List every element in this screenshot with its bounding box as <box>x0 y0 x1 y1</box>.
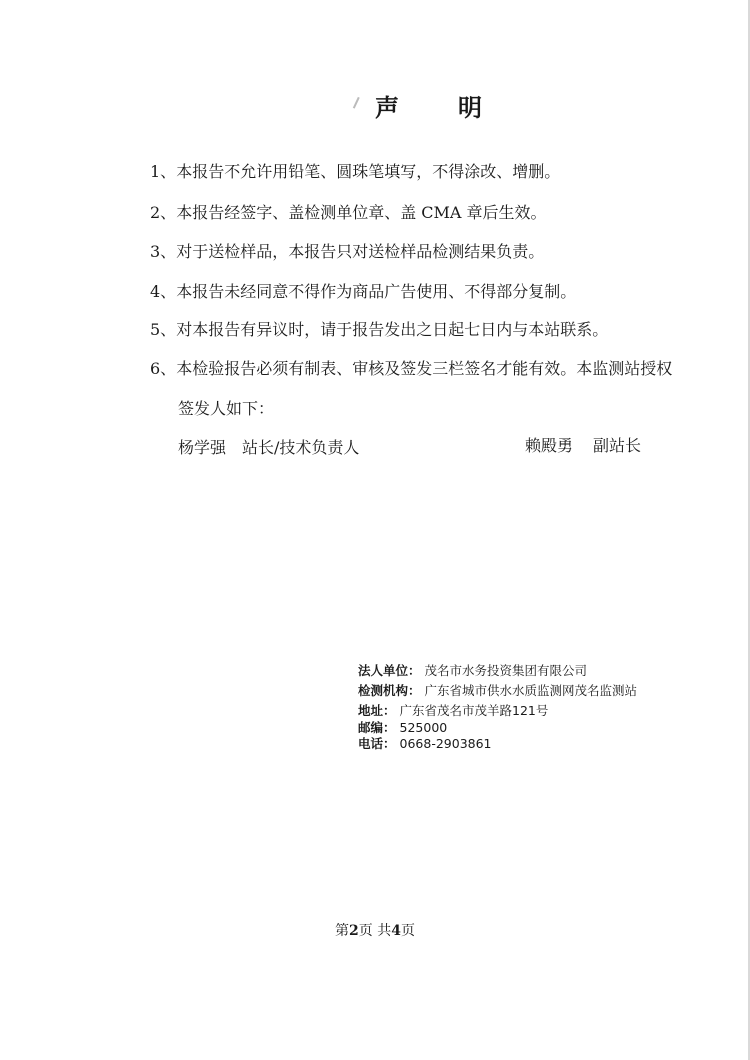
statement-text: 本报告经签字、盖检测单位章、盖 CMA 章后生效。 <box>176 203 547 222</box>
statement-number: 4、 <box>150 282 177 301</box>
phone-label: 电话： <box>358 736 396 751</box>
legal-unit-value: 茂名市水务投资集团有限公司 <box>424 663 588 678</box>
statement-6-continuation: 签发人如下： <box>178 399 275 418</box>
signer-title: 副站长 <box>593 436 642 455</box>
statement-number: 6、 <box>150 359 177 378</box>
agency-label: 检测机构： <box>358 683 421 698</box>
statement-number: 5、 <box>150 320 177 339</box>
address-label: 地址： <box>358 703 396 718</box>
statement-3 <box>150 242 544 262</box>
signer-name: 杨学强 <box>178 438 227 457</box>
postcode-line <box>358 720 447 736</box>
title-char-2: 明 <box>458 94 482 122</box>
footer-total: 4 <box>391 923 401 939</box>
statement-text: 本检验报告必须有制表、审核及签发三栏签名才能有效。本监测站授权 <box>176 359 673 378</box>
statement-1 <box>150 162 560 182</box>
statement-number: 2、 <box>150 203 177 222</box>
phone-value: 0668-2903861 <box>399 736 492 751</box>
agency-value: 广东省城市供水水质监测网茂名监测站 <box>424 683 638 698</box>
postcode-label: 邮编： <box>358 720 396 735</box>
agency-line <box>358 683 637 699</box>
footer-page: 2 <box>349 923 359 939</box>
statement-number: 1、 <box>150 162 177 181</box>
signer-1 <box>178 438 359 458</box>
statement-4 <box>150 282 576 302</box>
address-value: 广东省茂名市茂羊路121号 <box>399 703 549 718</box>
statement-6 <box>150 359 672 379</box>
statement-text: 本报告不允许用铅笔、圆珠笔填写，不得涂改、增删。 <box>176 162 561 181</box>
phone-line <box>358 736 492 752</box>
signer-2 <box>525 436 641 456</box>
legal-unit-label: 法人单位： <box>358 663 421 678</box>
statement-text: 本报告未经同意不得作为商品广告使用、不得部分复制。 <box>176 282 577 301</box>
statement-5 <box>150 320 608 340</box>
scan-speck <box>353 97 365 111</box>
address-line <box>358 703 548 719</box>
page-number-footer <box>0 922 750 940</box>
statement-text: 对于送检样品，本报告只对送检样品检测结果负责。 <box>176 242 545 261</box>
statement-number: 3、 <box>150 242 177 261</box>
signer-title: 站长/技术负责人 <box>242 438 360 457</box>
legal-unit-line <box>358 663 587 679</box>
footer-middle: 页 共 <box>358 923 392 939</box>
title-char-1: 声 <box>375 94 399 122</box>
signer-name: 赖殿勇 <box>525 436 574 455</box>
footer-suffix: 页 <box>400 923 415 939</box>
postcode-value: 525000 <box>399 720 448 735</box>
statement-2 <box>150 203 547 223</box>
footer-prefix: 第 <box>335 923 350 939</box>
statement-text: 对本报告有异议时，请于报告发出之日起七日内与本站联系。 <box>176 320 609 339</box>
